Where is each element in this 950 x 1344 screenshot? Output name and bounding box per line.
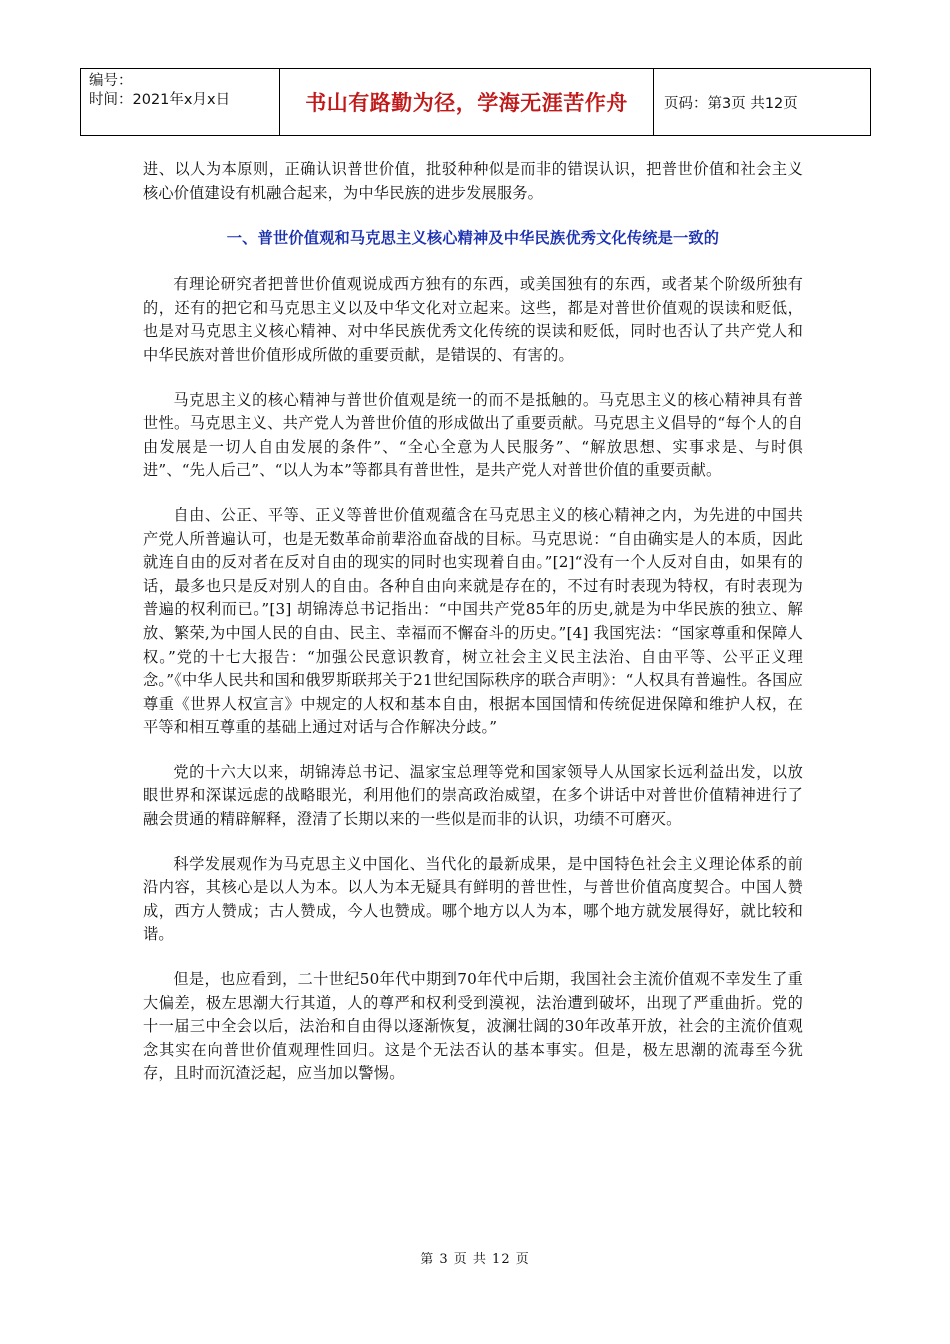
header-table — [80, 68, 871, 136]
page-footer — [0, 1248, 950, 1267]
paragraph: 马克思主义的核心精神与普世价值观是统一的而不是抵触的。马克思主义的核心精神具有普世性。马克思主义、共产党人为普世价值的形成做出了重要贡献。马克思主义倡导的“每个人的自由发展是一切人自由发展的条件”、“全心全意为人民服务”、“解放思想、实事求是、与时俱进”、“先人后己”、“以人为本”等都具有普世性，是共产党人对普世价值的重要贡献。 — [143, 390, 803, 480]
paragraph: 党的十六大以来，胡锦涛总书记、温家宝总理等党和国家领导人从国家长远利益出发，以放眼世界和深谋远虑的战略眼光，利用他们的崇高政治威望，在多个讲话中对普世价值精神进行了融会贯通的精辟解释，澄清了长期以来的一些似是而非的认识，功绩不可磨灭。 — [143, 762, 803, 829]
header-meta-cell — [81, 69, 280, 135]
document-body — [143, 158, 803, 1107]
paragraph: 自由、公正、平等、正义等普世价值观蕴含在马克思主义的核心精神之内，为先进的中国共产党人所普遍认可，也是无数革命前辈浴血奋战的目标。马克思说：“自由确实是人的本质，因此就连自由的反对者在反对自由的现实的同时也实现着自由。”[2]“没有一个人反对自由，如果有的话，最多也只是反对别人的自由。各种自由向来就是存在的，不过有时表现为特权，有时表现为普遍的权利而已。”[3] 胡锦涛总书记指出：“中国共产党85年的历史,就是为中华民族的独立、解放、繁荣,为中国人民的自由、民主、幸福而不懈奋斗的历史。”[4] 我国宪法：“国家尊重和保障人权。”党的十七大报告：“加强公民意识教育，树立社会主义民主法治、自由平等、公平正义理念。”《中华人民共和国和俄罗斯联邦关于21世纪国际秩序的联合声明》：“人权具有普遍性。各国应尊重《世界人权宣言》中规定的人权和基本自由，根据本国国情和传统促进保障和维护人权，在平等和相互尊重的基础上通过对话与合作解决分歧。” — [143, 505, 803, 737]
section-heading: 一、普世价值观和马克思主义核心精神及中华民族优秀文化传统是一致的 — [226, 229, 720, 248]
paragraph: 科学发展观作为马克思主义中国化、当代化的最新成果，是中国特色社会主义理论体系的前沿内容，其核心是以人为本。以人为本无疑具有鲜明的普世性，与普世价值高度契合。中国人赞成，西方人赞成；古人赞成，今人也赞成。哪个地方以人为本，哪个地方就发展得好，就比较和谐。 — [143, 854, 803, 944]
header-motto: 书山有路勤为径，学海无涯苦作舟 — [280, 69, 654, 135]
header-page-info: 页码：第3页 共12页 — [664, 95, 798, 112]
number-label: 编号： — [89, 73, 133, 89]
paragraph: 有理论研究者把普世价值观说成西方独有的东西，或美国独有的东西，或者某个阶级所独有的，还有的把它和马克思主义以及中华文化对立起来。这些，都是对普世价值观的误读和贬低，也是对马克思主义核心精神、对中华民族优秀文化传统的误读和贬低，同时也否认了共产党人和中华民族对普世价值形成所做的重要贡献，是错误的、有害的。 — [143, 275, 803, 364]
time-label: 时间：2021年x月x日 — [89, 92, 231, 108]
footer-page-number: 第 3 页 共 12 页 — [420, 1252, 530, 1267]
paragraph-continued: 进、以人为本原则，正确认识普世价值，批驳种种似是而非的错误认识，把普世价值和社会主义核心价值建设有机融合起来，为中华民族的进步发展服务。 — [143, 160, 803, 202]
paragraph: 但是，也应看到，二十世纪50年代中期到70年代中后期，我国社会主流价值观不幸发生了重大偏差，极左思潮大行其道，人的尊严和权利受到漠视，法治遭到破坏，出现了严重曲折。党的十一届三中全会以后，法治和自由得以逐渐恢复，波澜壮阔的30年改革开放，社会的主流价值观念其实在向普世价值观理性回归。这是个无法否认的基本事实。但是，极左思潮的流毒至今犹存，且时而沉渣泛起，应当加以警惕。 — [143, 970, 803, 1083]
